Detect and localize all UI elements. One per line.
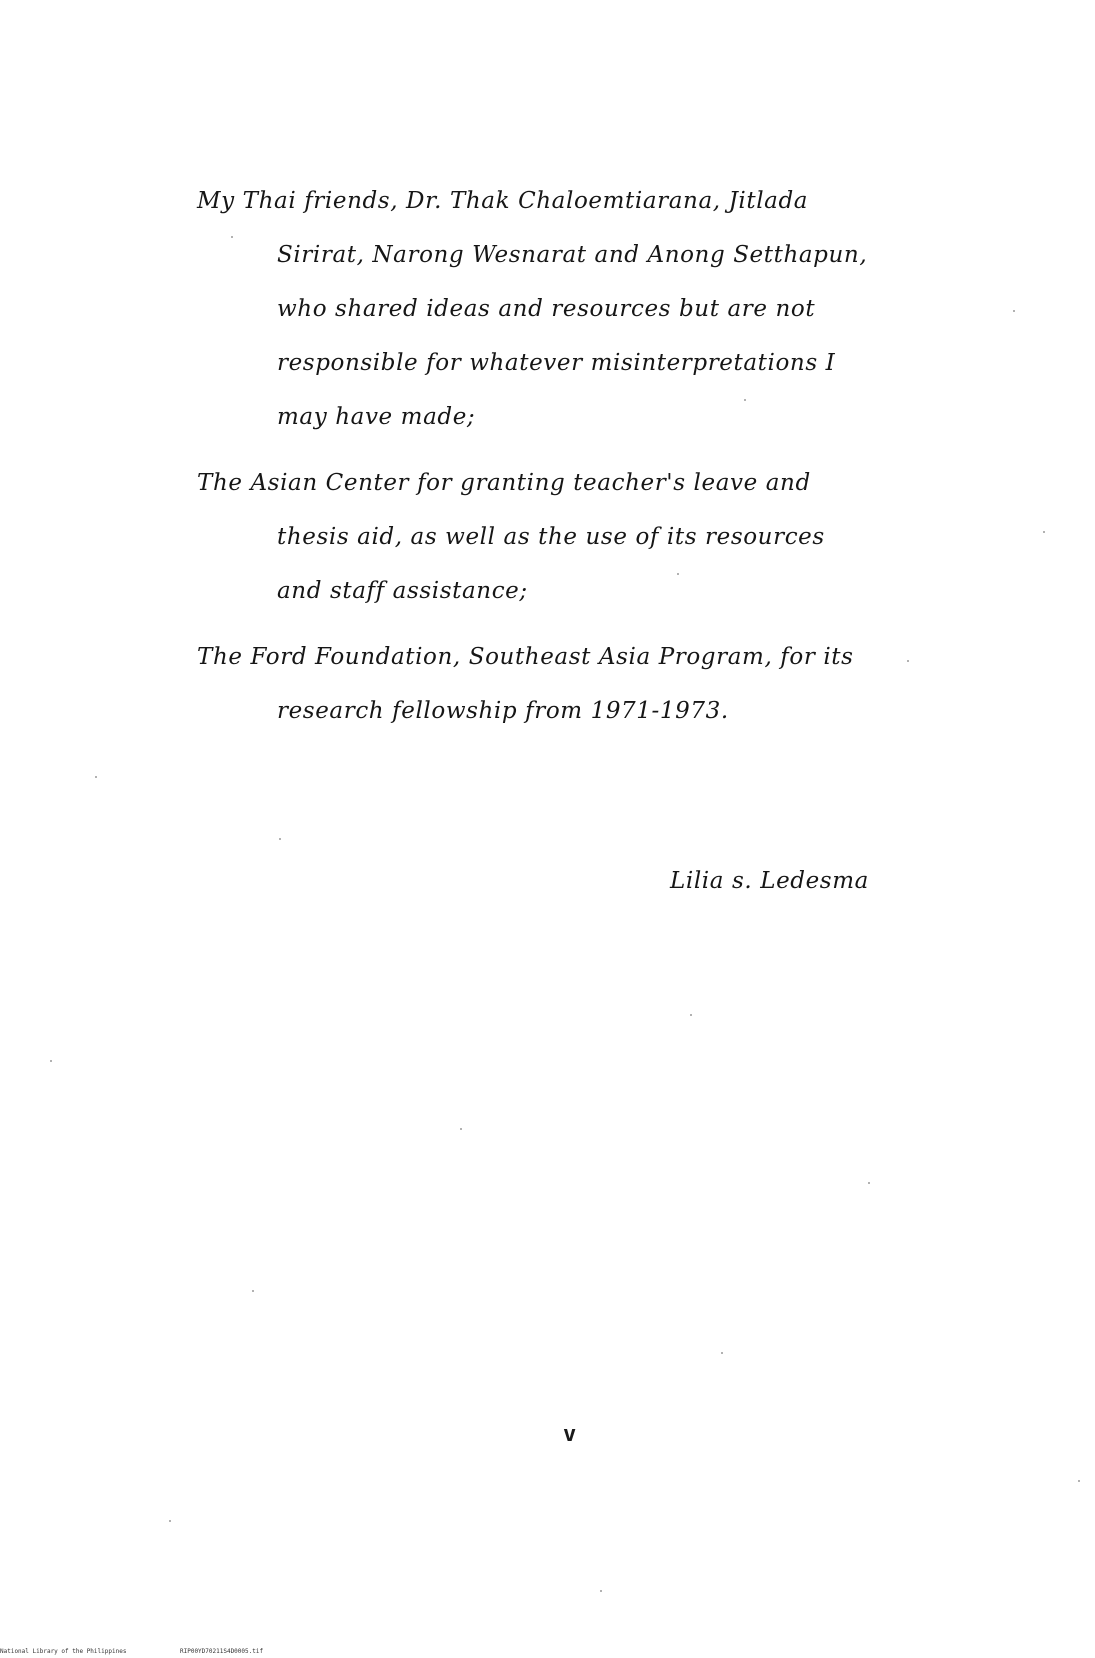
text-line: The Ford Foundation, Southeast Asia Program, for its <box>197 644 854 670</box>
footer-library-name: National Library of the Philippines <box>0 1648 127 1655</box>
scan-speck <box>600 1590 602 1592</box>
scan-footer <box>0 1648 1095 1658</box>
scan-speck <box>1078 1480 1080 1482</box>
scan-speck <box>95 776 97 778</box>
scan-speck <box>744 399 746 401</box>
scan-speck <box>460 1128 462 1130</box>
scan-speck <box>169 1520 171 1522</box>
page-number: v <box>563 1422 577 1447</box>
text-line: Sirirat, Narong Wesnarat and Anong Setthapun, <box>277 242 868 268</box>
text-line: responsible for whatever misinterpretations I <box>277 350 836 376</box>
scan-speck <box>677 573 679 575</box>
scan-speck <box>721 1352 723 1354</box>
author-signature: Lilia s. Ledesma <box>670 868 869 894</box>
text-line: My Thai friends, Dr. Thak Chaloemtiarana, Jitlada <box>197 188 809 214</box>
scan-speck <box>868 1182 870 1184</box>
text-line: who shared ideas and resources but are not <box>277 296 816 322</box>
scan-speck <box>1013 310 1015 312</box>
text-line: thesis aid, as well as the use of its resources <box>277 524 825 550</box>
scan-speck <box>231 236 233 238</box>
text-line: research fellowship from 1971-1973. <box>277 698 729 724</box>
scan-speck <box>907 660 909 662</box>
footer-file-name: RIP00YD70211S4D0005.tif <box>180 1648 264 1655</box>
scan-speck <box>690 1014 692 1016</box>
scan-speck <box>50 1060 52 1062</box>
text-line: may have made; <box>277 404 476 430</box>
text-line: The Asian Center for granting teacher's leave and <box>197 470 811 496</box>
text-line: and staff assistance; <box>277 578 528 604</box>
scan-speck <box>279 838 281 840</box>
scan-speck <box>252 1290 254 1292</box>
scan-speck <box>1043 531 1045 533</box>
